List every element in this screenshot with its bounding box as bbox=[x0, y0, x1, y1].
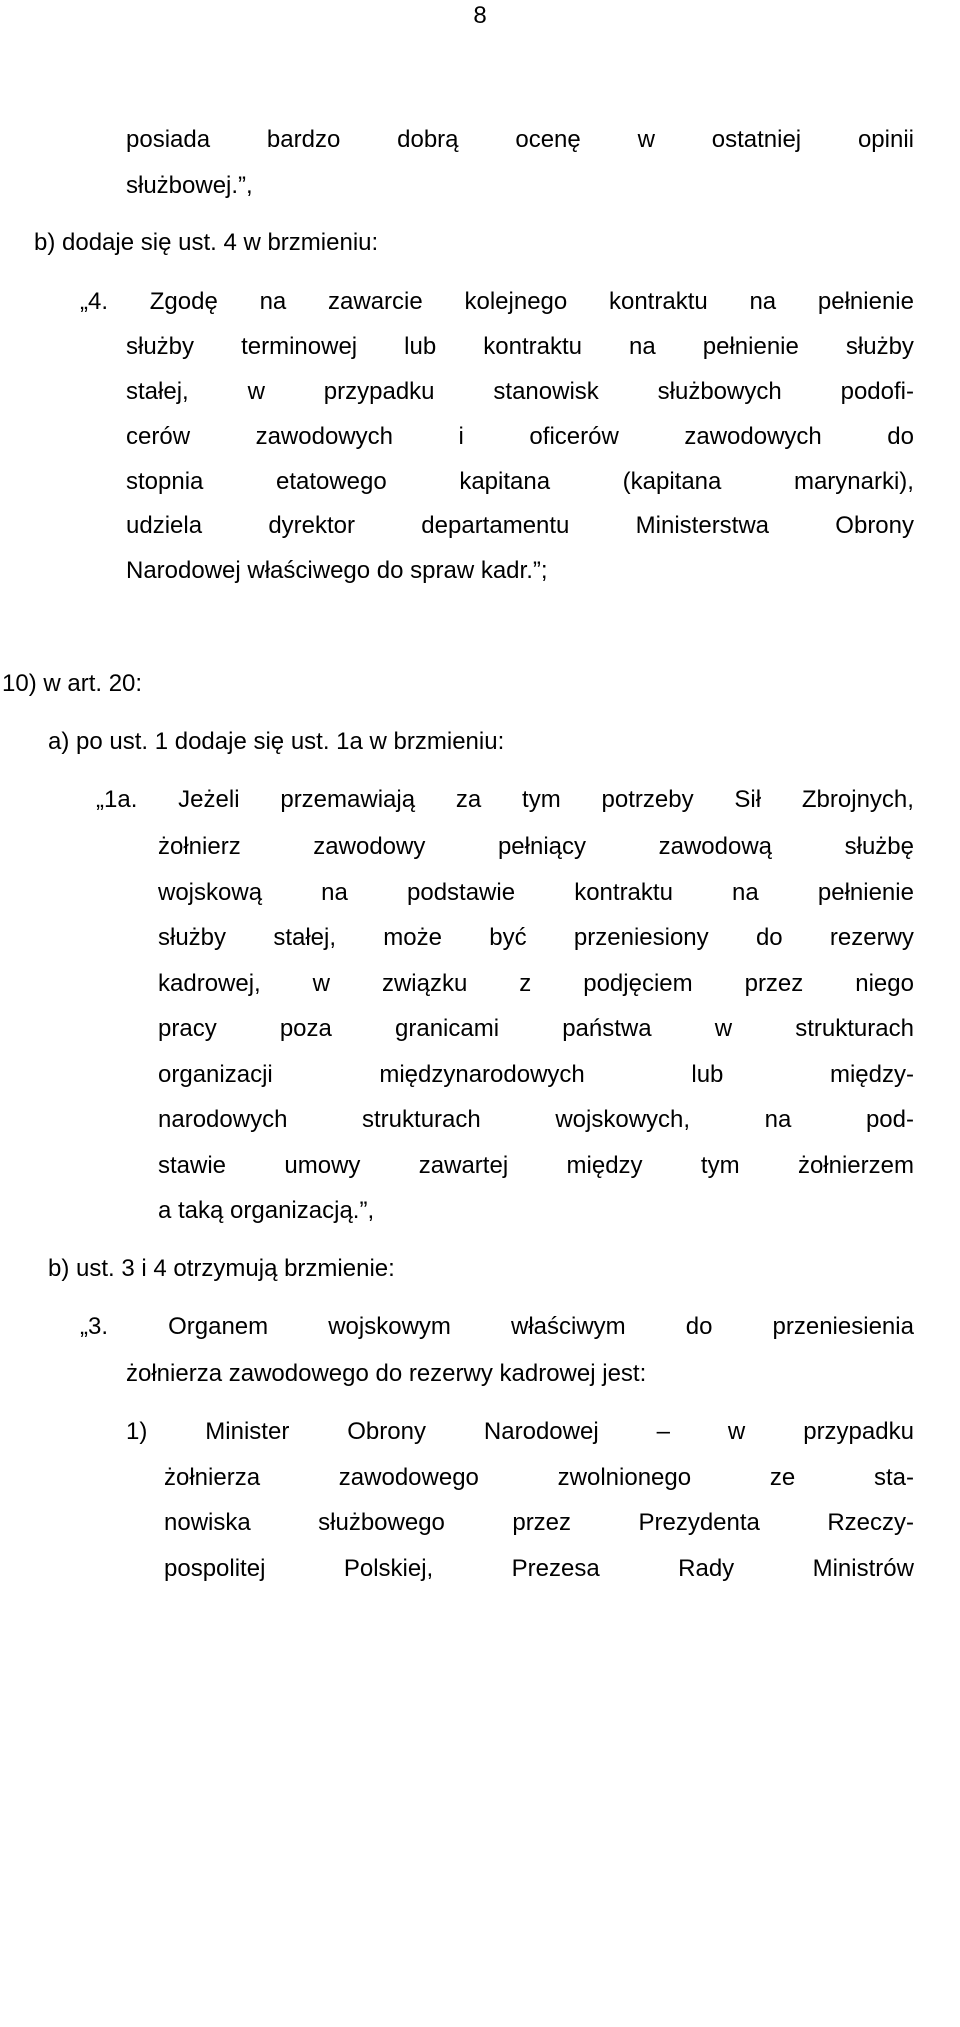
text-line: posiada bardzo dobrą ocenę w ostatniej opinii bbox=[126, 126, 914, 153]
text-line: pospolitej Polskiej, Prezesa Rady Ministrów bbox=[164, 1555, 914, 1582]
list-item-label: a) po ust. 1 dodaje się ust. 1a w brzmieniu: bbox=[48, 728, 505, 755]
text-line: stałej, w przypadku stanowisk służbowych podofi- bbox=[126, 378, 914, 405]
text-line: „3. Organem wojskowym właściwym do przeniesienia bbox=[80, 1313, 914, 1340]
text-line: nowiska służbowego przez Prezydenta Rzeczy- bbox=[164, 1509, 914, 1536]
list-item-label: b) dodaje się ust. 4 w brzmieniu: bbox=[34, 229, 379, 256]
text-line: służby stałej, może być przeniesiony do rezerwy bbox=[158, 924, 914, 951]
text-line: żołnierz zawodowy pełniący zawodową służbę bbox=[158, 833, 914, 860]
text-line: organizacji międzynarodowych lub między- bbox=[158, 1061, 914, 1088]
text-line: służby terminowej lub kontraktu na pełnienie służby bbox=[126, 333, 914, 360]
text-line: narodowych strukturach wojskowych, na pod- bbox=[158, 1106, 914, 1133]
text-line: stawie umowy zawartej między tym żołnierzem bbox=[158, 1152, 914, 1179]
list-item-label: b) ust. 3 i 4 otrzymują brzmienie: bbox=[48, 1255, 395, 1282]
text-line: Narodowej właściwego do spraw kadr.”; bbox=[126, 557, 548, 584]
text-line: służbowej.”, bbox=[126, 172, 253, 199]
text-line: żołnierza zawodowego zwolnionego ze sta- bbox=[164, 1464, 914, 1491]
text-line: pracy poza granicami państwa w strukturach bbox=[158, 1015, 914, 1042]
text-line: kadrowej, w związku z podjęciem przez niego bbox=[158, 970, 914, 997]
text-line: cerów zawodowych i oficerów zawodowych do bbox=[126, 423, 914, 450]
list-item-label: 10) w art. 20: bbox=[2, 670, 143, 697]
text-line: żołnierza zawodowego do rezerwy kadrowej jest: bbox=[126, 1360, 647, 1387]
text-line: 1) Minister Obrony Narodowej – w przypadku bbox=[126, 1418, 914, 1445]
text-line: udziela dyrektor departamentu Ministerstwa Obrony bbox=[126, 512, 914, 539]
text-line: stopnia etatowego kapitana (kapitana marynarki), bbox=[126, 468, 914, 495]
text-line: „1a. Jeżeli przemawiają za tym potrzeby Sił Zbrojnych, bbox=[96, 786, 914, 813]
page-number: 8 bbox=[473, 2, 487, 29]
text-line: wojskową na podstawie kontraktu na pełnienie bbox=[158, 879, 914, 906]
text-line: „4. Zgodę na zawarcie kolejnego kontraktu na pełnienie bbox=[80, 288, 914, 315]
text-line: a taką organizacją.”, bbox=[158, 1197, 375, 1224]
